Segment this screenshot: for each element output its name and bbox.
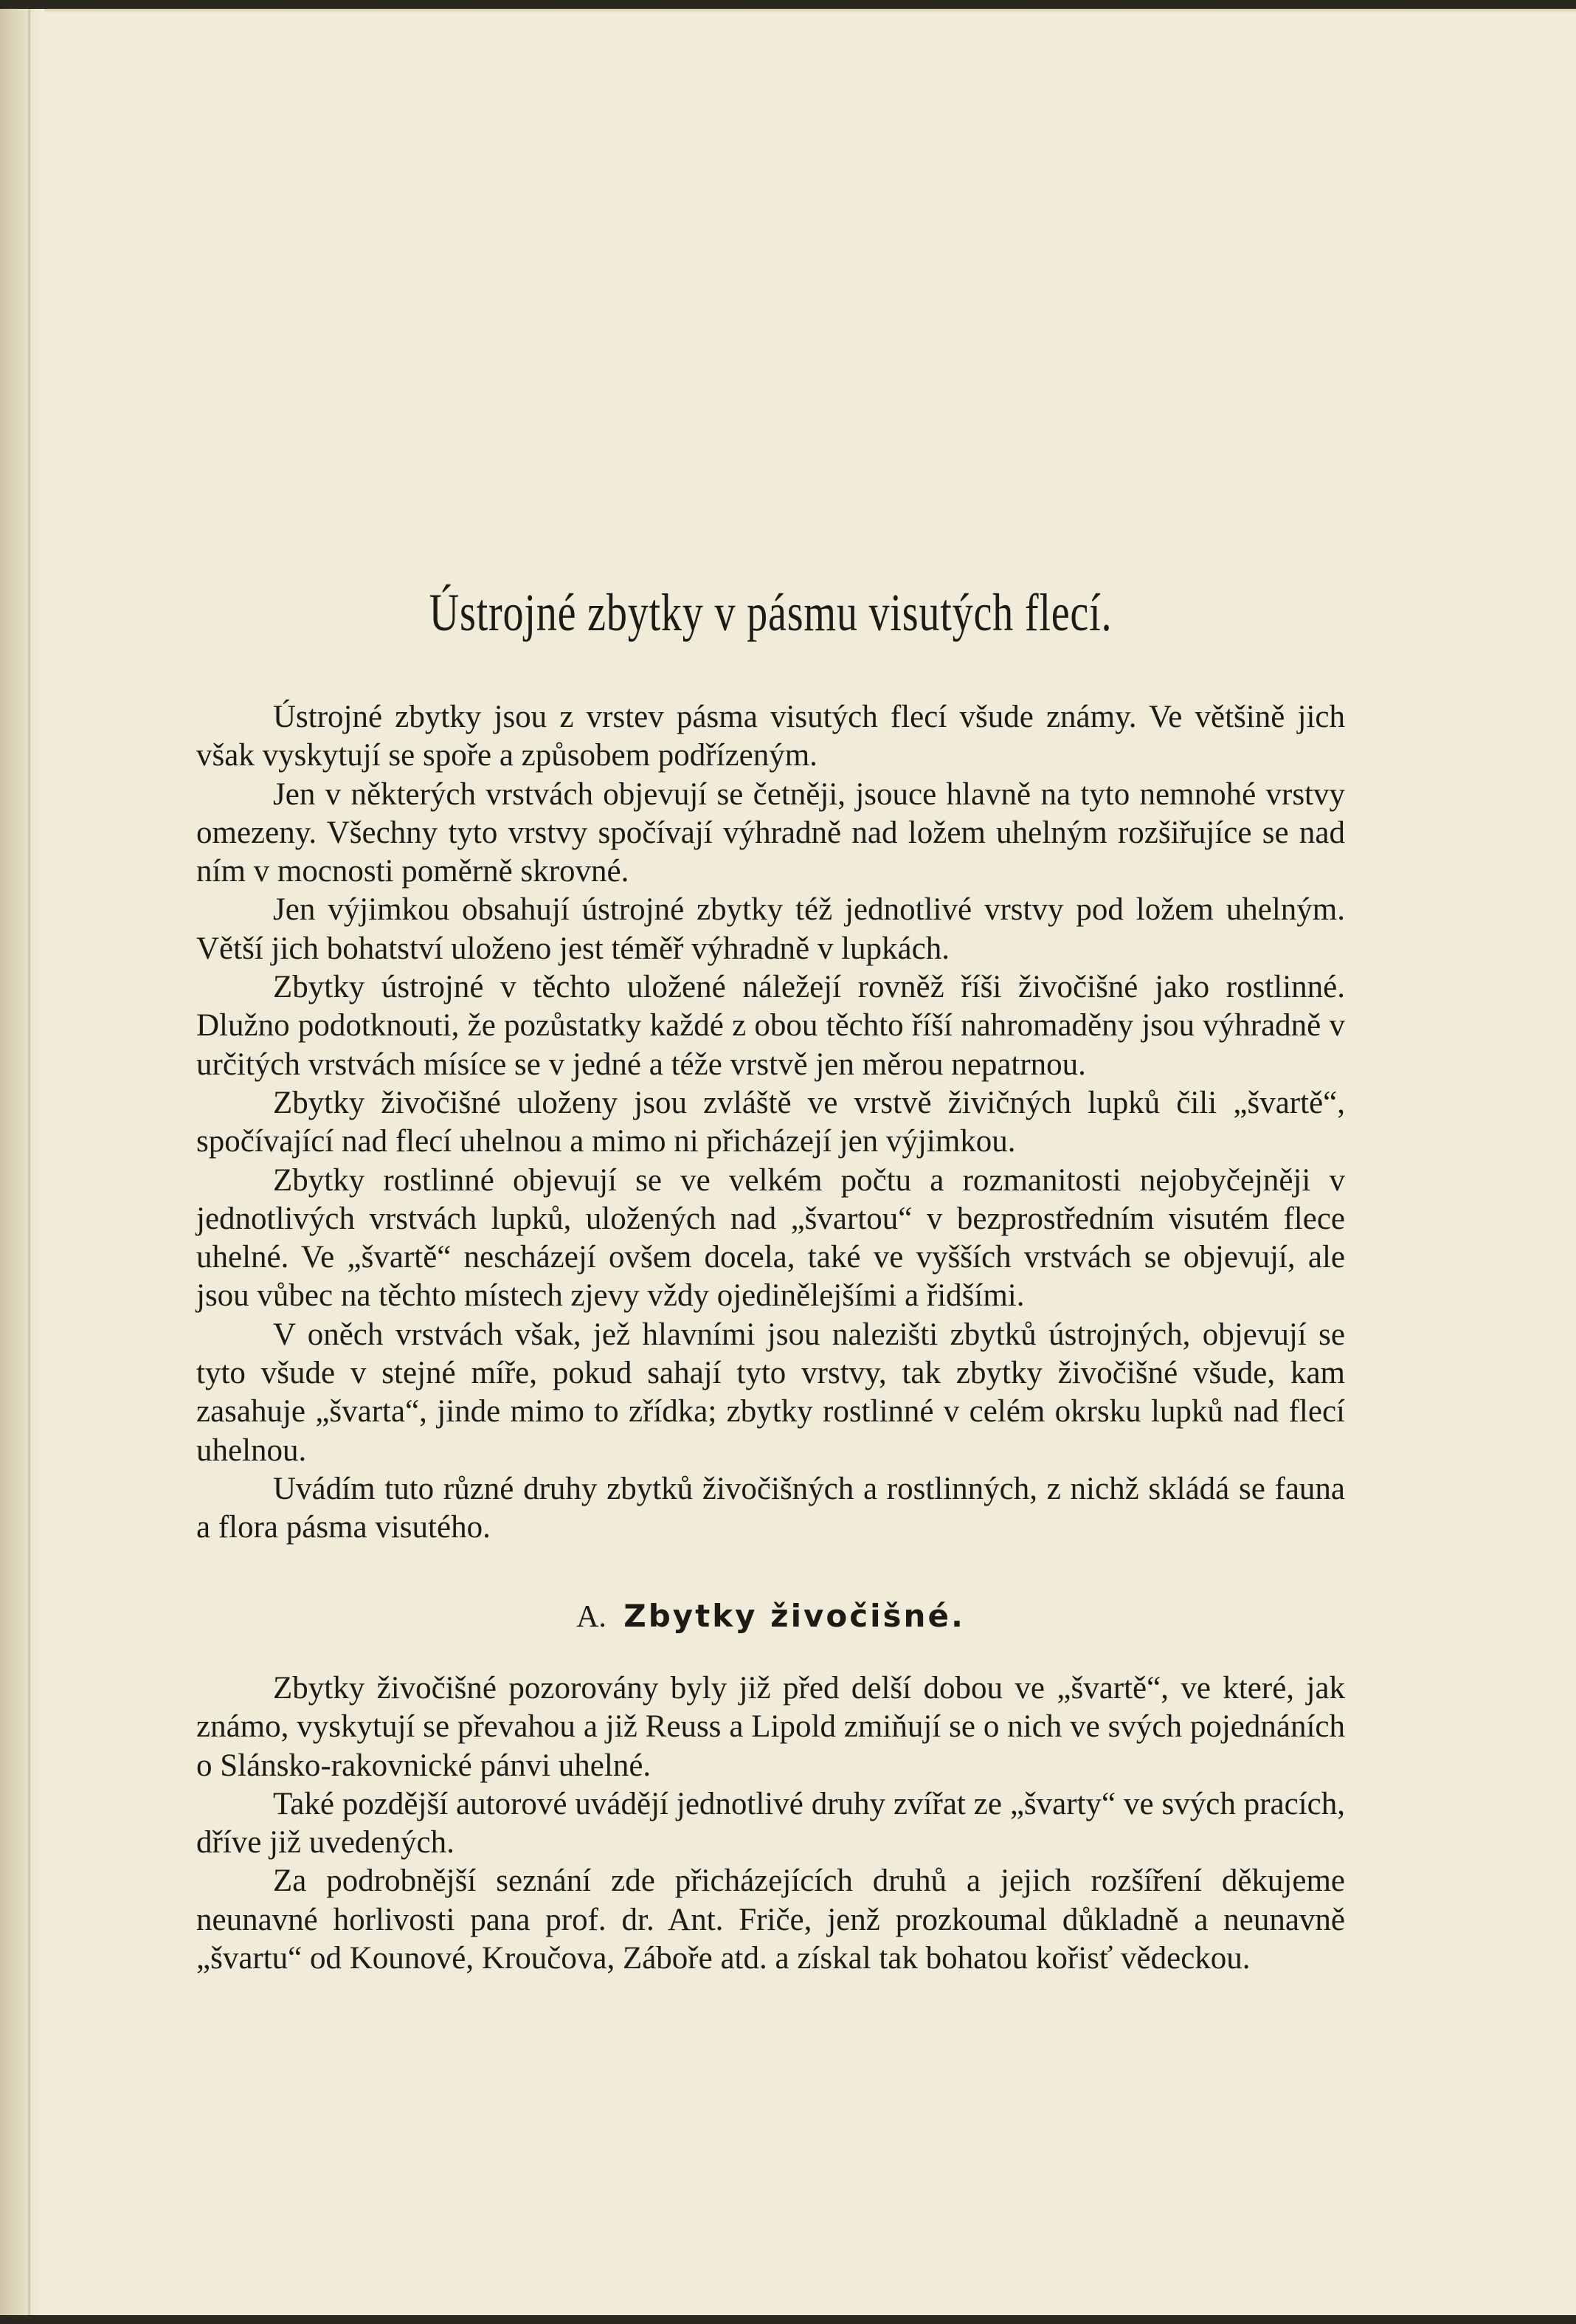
page-top-edge — [0, 9, 1576, 13]
section-letter: A. — [576, 1600, 606, 1634]
paragraph: Ústrojné zbytky jsou z vrstev pásma visutých flecí všude známy. Ve většině jich však vyskytují se spoře a způsobem podřízeným. — [196, 700, 1345, 773]
paragraph: Zbytky živočišné uloženy jsou zvláště ve vrstvě živičných lupků čili „švartě“, spočívající nad flecí uhelnou a mimo ni přicházejí jen výjimkou. — [196, 1085, 1345, 1159]
book-gutter-shadow — [0, 9, 44, 2315]
paragraph: Jen výjimkou obsahují ústrojné zbytky též jednotlivé vrstvy pod ložem uhelným. Větší jich bohatství uloženo jest téměř výhradně v lupkách. — [196, 892, 1345, 966]
section-text — [196, 1669, 1345, 1978]
paragraph: V oněch vrstvách však, jež hlavními jsou nalezišti zbytků ústrojných, objevují se tyto všude v stejné míře, pokud sahají tyto vrstvy, tak zbytky živočišné všude, kam zasahuje „švarta“, jinde mimo to zřídka; zbytky rostlinné v celém okrsku lupků nad flecí uhelnou. — [196, 1317, 1345, 1468]
section-heading — [196, 1594, 1345, 1639]
section-heading-text: Zbytky živočišné. — [623, 1598, 965, 1634]
chapter-title: Ústrojné zbytky v pásmu visutých flecí. — [429, 583, 1113, 642]
intro-text — [196, 698, 1345, 1548]
paragraph: Zbytky rostlinné objevují se ve velkém počtu a rozmanitosti nejobyčejněji v jednotlivých vrstvách lupků, uložených nad „švartou“ v bezprostředním visutém flece uhelné. Ve „švartě“ nescházejí ovšem docela, také ve vyšších vrstvách se objevují, ale jsou vůbec na těchto místech zjevy vždy ojedinělejšími a řidšími. — [196, 1162, 1345, 1314]
paragraph: Zbytky ústrojné v těchto uložené náležejí rovněž říši živočišné jako rostlinné. Dlužno podotknouti, že pozůstatky každé z obou těchto říší nahromaděny jsou výhradně v určitých vrstvách mísíce se v jedné a téže vrstvě jen měrou nepatrnou. — [196, 970, 1345, 1082]
paragraph: Za podrobnější seznání zde přicházejících druhů a jejich rozšíření děkujeme neunavné horlivosti pana prof. dr. Ant. Friče, jenž prozkoumal důkladně a neunavně „švartu“ od Kounové, Kroučova, Záboře atd. a získal tak bohatou kořisť vědeckou. — [196, 1863, 1345, 1976]
paragraph: Jen v některých vrstvách objevují se četněji, jsouce hlavně na tyto nemnohé vrstvy omezeny. Všechny tyto vrstvy spočívají výhradně nad ložem uhelným rozšiřujíce se nad ním v mocnosti poměrně skrovné. — [196, 776, 1345, 889]
paragraph: Zbytky živočišné pozorovány byly již před delší dobou ve „švartě“, ve které, jak známo, vyskytují se převahou a již Reuss a Lipold zmiňují se o nich ve svých pojednáních o Slánsko-rakovnické pánvi uhelné. — [196, 1671, 1345, 1783]
paragraph: Také pozdější autorové uvádějí jednotlivé druhy zvířat ze „švarty“ ve svých pracích, dříve již uvedených. — [196, 1786, 1345, 1861]
book-gutter-line — [28, 9, 30, 2315]
paragraph: Uvádím tuto různé druhy zbytků živočišných a rostlinných, z nichž skládá se fauna a flora pásma visutého. — [196, 1471, 1345, 1545]
